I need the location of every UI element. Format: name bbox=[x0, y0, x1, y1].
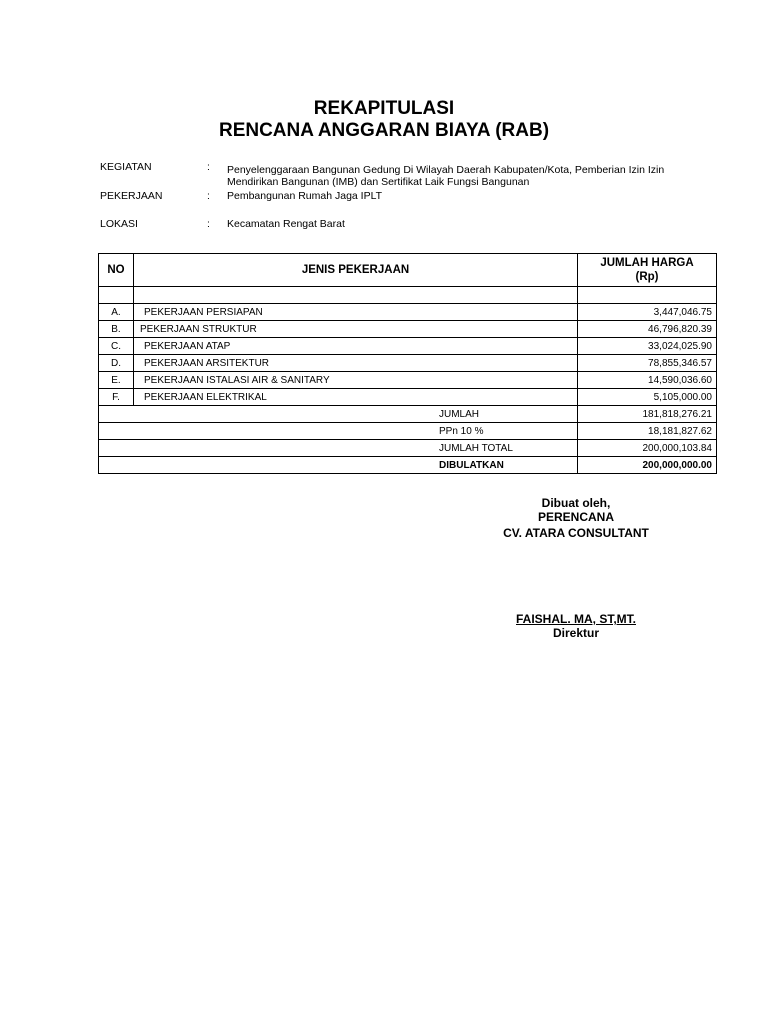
rab-table bbox=[98, 253, 717, 474]
row-harga: 3,447,046.75 bbox=[578, 304, 717, 321]
summary-value: 200,000,000.00 bbox=[578, 457, 717, 474]
summary-value: 200,000,103.84 bbox=[578, 440, 717, 457]
info-label: LOKASI bbox=[100, 218, 138, 230]
row-no: A. bbox=[99, 304, 134, 321]
row-jenis: PEKERJAAN ATAP bbox=[134, 338, 578, 355]
row-no: E. bbox=[99, 372, 134, 389]
summary-value: 181,818,276.21 bbox=[578, 406, 717, 423]
table-header-row bbox=[99, 254, 717, 287]
header-jumlah-line2: (Rp) bbox=[635, 271, 659, 283]
row-no: C. bbox=[99, 338, 134, 355]
summary-row-dibulatkan bbox=[99, 457, 717, 474]
summary-value: 18,181,827.62 bbox=[578, 423, 717, 440]
row-harga: 46,796,820.39 bbox=[578, 321, 717, 338]
table-row bbox=[99, 338, 717, 355]
info-value: Kecamatan Rengat Barat bbox=[227, 218, 345, 230]
info-label: PEKERJAAN bbox=[100, 190, 163, 202]
row-jenis: PEKERJAAN ELEKTRIKAL bbox=[134, 389, 578, 406]
row-jenis: PEKERJAAN STRUKTUR bbox=[134, 321, 578, 338]
row-harga: 14,590,036.60 bbox=[578, 372, 717, 389]
summary-label: PPn 10 % bbox=[99, 423, 578, 440]
summary-row-total bbox=[99, 440, 717, 457]
row-harga: 5,105,000.00 bbox=[578, 389, 717, 406]
table-row bbox=[99, 389, 717, 406]
page-title: REKAPITULASI bbox=[313, 98, 455, 119]
info-colon: : bbox=[207, 161, 210, 173]
header-jenis-pekerjaan: JENIS PEKERJAAN bbox=[134, 254, 578, 287]
table-cell bbox=[578, 287, 717, 304]
table-cell bbox=[99, 287, 134, 304]
table-row bbox=[99, 355, 717, 372]
header-jumlah-harga bbox=[578, 254, 717, 287]
signature-position: Direktur bbox=[552, 626, 599, 640]
info-colon: : bbox=[207, 190, 210, 202]
summary-row-jumlah bbox=[99, 406, 717, 423]
signature-name-text: FAISHAL. MA, ST,MT. bbox=[516, 612, 636, 626]
table-cell bbox=[134, 287, 578, 304]
table-row bbox=[99, 304, 717, 321]
signature-role: PERENCANA bbox=[537, 510, 614, 524]
summary-label: DIBULATKAN bbox=[99, 457, 578, 474]
table-spacer-row bbox=[99, 287, 717, 304]
info-value: Pembangunan Rumah Jaga IPLT bbox=[227, 190, 383, 202]
row-harga: 78,855,346.57 bbox=[578, 355, 717, 372]
header-no: NO bbox=[99, 254, 134, 287]
row-no: B. bbox=[99, 321, 134, 338]
info-label: KEGIATAN bbox=[100, 161, 152, 173]
info-value: Penyelenggaraan Bangunan Gedung Di Wilayah Daerah Kabupaten/Kota, Pemberian Izin Izin Mendirikan Bangunan (IMB) dan Sertifikat Laik Fungsi Bangunan bbox=[227, 164, 665, 188]
signature-made-by: Dibuat oleh, bbox=[541, 496, 611, 510]
info-colon: : bbox=[207, 218, 210, 230]
signature-name bbox=[476, 612, 676, 627]
row-no: F. bbox=[99, 389, 134, 406]
row-jenis: PEKERJAAN ISTALASI AIR & SANITARY bbox=[134, 372, 578, 389]
summary-row-ppn bbox=[99, 423, 717, 440]
row-harga: 33,024,025.90 bbox=[578, 338, 717, 355]
summary-label: JUMLAH bbox=[99, 406, 578, 423]
row-jenis: PEKERJAAN PERSIAPAN bbox=[134, 304, 578, 321]
header-jumlah-line1: JUMLAH HARGA bbox=[600, 257, 694, 269]
row-jenis: PEKERJAAN ARSITEKTUR bbox=[134, 355, 578, 372]
row-no: D. bbox=[99, 355, 134, 372]
signature-company: CV. ATARA CONSULTANT bbox=[503, 526, 649, 540]
table-row bbox=[99, 372, 717, 389]
summary-label: JUMLAH TOTAL bbox=[99, 440, 578, 457]
table-row bbox=[99, 321, 717, 338]
page-subtitle: RENCANA ANGGARAN BIAYA (RAB) bbox=[218, 120, 550, 141]
